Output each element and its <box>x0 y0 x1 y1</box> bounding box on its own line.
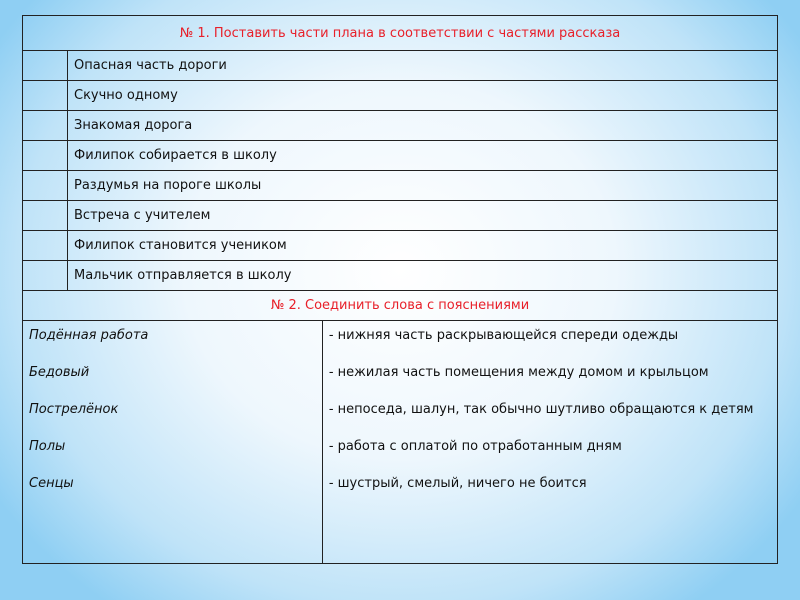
words-column <box>23 321 323 564</box>
definition: - шустрый, смелый, ничего не боится <box>328 476 587 491</box>
plan-item: Раздумья на пороге школы <box>68 171 778 201</box>
table-row <box>23 201 778 231</box>
task1-title: № 1. Поставить части плана в соответствии с частями рассказа <box>23 16 778 51</box>
answer-cell[interactable] <box>23 231 68 261</box>
answer-cell[interactable] <box>23 111 68 141</box>
word: Сенцы <box>29 476 74 491</box>
definition: - непоседа, шалун, так обычно шутливо обращаются к детям <box>328 402 754 417</box>
table-row <box>23 141 778 171</box>
word: Полы <box>29 439 66 454</box>
definitions-column <box>322 321 777 564</box>
plan-item: Опасная часть дороги <box>68 51 778 81</box>
worksheet-table <box>22 15 778 564</box>
plan-item: Встреча с учителем <box>68 201 778 231</box>
definition: - нежилая часть помещения между домом и крыльцом <box>328 365 709 380</box>
task2-title: № 2. Соединить слова с пояснениями <box>23 291 778 321</box>
answer-cell[interactable] <box>23 171 68 201</box>
plan-item: Знакомая дорога <box>68 111 778 141</box>
answer-cell[interactable] <box>23 261 68 291</box>
plan-item: Филипок собирается в школу <box>68 141 778 171</box>
table-row <box>23 111 778 141</box>
table-row <box>23 51 778 81</box>
answer-cell[interactable] <box>23 141 68 171</box>
table-row <box>23 261 778 291</box>
word: Бедовый <box>29 365 90 380</box>
definition: - нижняя часть раскрывающейся спереди одежды <box>328 328 679 343</box>
word: Пострелёнок <box>29 402 119 417</box>
definition: - работа с оплатой по отработанным дням <box>328 439 622 454</box>
plan-item: Скучно одному <box>68 81 778 111</box>
answer-cell[interactable] <box>23 81 68 111</box>
table-row <box>23 81 778 111</box>
table-row <box>23 171 778 201</box>
table-row <box>23 231 778 261</box>
word: Подённая работа <box>29 328 149 343</box>
plan-item: Мальчик отправляется в школу <box>68 261 778 291</box>
answer-cell[interactable] <box>23 51 68 81</box>
answer-cell[interactable] <box>23 201 68 231</box>
plan-item: Филипок становится учеником <box>68 231 778 261</box>
